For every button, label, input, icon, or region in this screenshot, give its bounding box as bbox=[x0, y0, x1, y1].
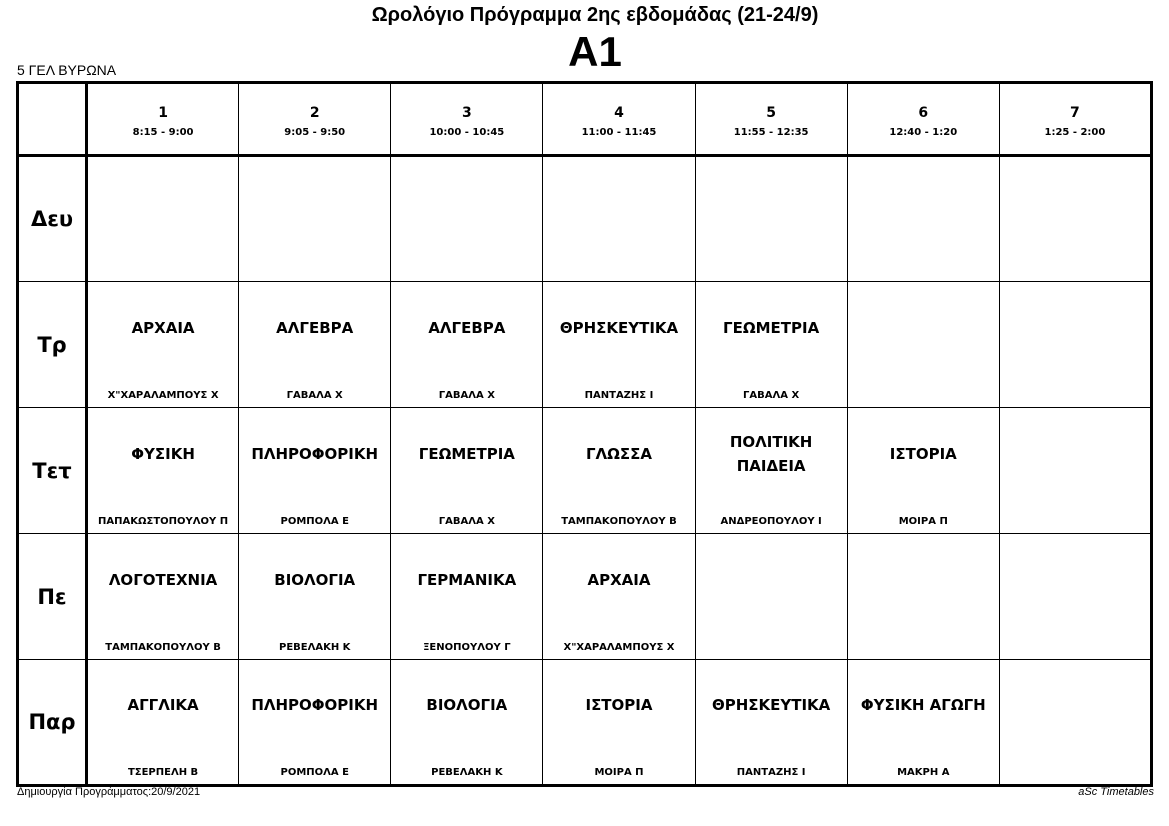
day-row bbox=[18, 282, 1152, 408]
teacher-name: ΜΟΙΡΑ Π bbox=[594, 767, 644, 778]
period-header bbox=[695, 83, 847, 156]
subject-name bbox=[1000, 408, 1150, 499]
teacher-name: ΡΟΜΠΟΛΑ Ε bbox=[280, 516, 349, 527]
period-time: 8:15 - 9:00 bbox=[132, 126, 194, 138]
timetable-cell bbox=[999, 282, 1151, 408]
subject-name: ΙΣΤΟΡΙΑ bbox=[585, 696, 653, 714]
day-row bbox=[18, 408, 1152, 534]
day-row bbox=[18, 156, 1152, 282]
timetable-cell bbox=[543, 156, 695, 282]
teacher-name: ΜΟΙΡΑ Π bbox=[898, 516, 948, 527]
timetable-cell bbox=[391, 408, 543, 534]
page-title: Ωρολόγιο Πρόγραμμα 2ης εβδομάδας (21-24/9) bbox=[371, 4, 819, 26]
timetable-cell bbox=[847, 282, 999, 408]
subject-name: ΦΥΣΙΚΗ bbox=[131, 444, 195, 463]
day-row bbox=[18, 534, 1152, 660]
timetable-cell bbox=[239, 282, 391, 408]
subject-name: ΠΛΗΡΟΦΟΡΙΚΗ bbox=[251, 444, 379, 463]
subject-name: ΘΡΗΣΚΕΥΤΙΚΑ bbox=[559, 318, 679, 337]
subject-name bbox=[696, 157, 847, 247]
period-number: 3 bbox=[461, 104, 472, 121]
subject-name bbox=[543, 157, 694, 247]
timetable-cell bbox=[87, 534, 239, 660]
subject-name: ΑΓΓΛΙΚΑ bbox=[127, 696, 199, 714]
subject-name: ΛΟΓΟΤΕΧΝΙΑ bbox=[108, 570, 218, 589]
period-header bbox=[999, 83, 1151, 156]
period-number: 7 bbox=[1070, 104, 1080, 121]
day-label: Παρ bbox=[28, 710, 76, 734]
period-number: 2 bbox=[309, 104, 320, 121]
subject-name: ΑΡΧΑΙΑ bbox=[131, 318, 195, 337]
period-header bbox=[543, 83, 695, 156]
subject-name: ΓΕΩΜΕΤΡΙΑ bbox=[723, 318, 820, 337]
subject-name: ΠΟΛΙΤΙΚΗ ΠΑΙΔΕΙΑ bbox=[729, 432, 813, 475]
subject-name bbox=[696, 534, 847, 625]
teacher-name: ΓΑΒΑΛΑ Χ bbox=[743, 390, 800, 401]
timetable-cell bbox=[543, 660, 695, 786]
teacher-name: ΑΝΔΡΕΟΠΟΥΛΟΥ Ι bbox=[720, 516, 822, 527]
timetable-cell bbox=[695, 156, 847, 282]
timetable-cell bbox=[87, 282, 239, 408]
subject-name bbox=[1000, 157, 1150, 247]
period-time: 10:00 - 10:45 bbox=[429, 126, 505, 138]
day-row bbox=[18, 660, 1152, 786]
period-header bbox=[391, 83, 543, 156]
creation-date: Δημιουργία Προγράμματος:20/9/2021 bbox=[17, 786, 201, 798]
subject-name bbox=[1000, 534, 1150, 625]
timetable-cell bbox=[695, 408, 847, 534]
timetable-cell bbox=[695, 534, 847, 660]
period-header bbox=[847, 83, 999, 156]
subject-name bbox=[1000, 282, 1150, 373]
subject-name: ΘΡΗΣΚΕΥΤΙΚΑ bbox=[711, 696, 831, 714]
timetable-cell bbox=[87, 156, 239, 282]
day-label: Δευ bbox=[30, 207, 74, 231]
timetable-cell bbox=[239, 534, 391, 660]
corner-cell bbox=[18, 83, 87, 156]
day-label-cell bbox=[18, 156, 87, 282]
subject-name: ΓΕΩΜΕΤΡΙΑ bbox=[418, 444, 515, 463]
timetable-cell bbox=[543, 408, 695, 534]
day-label-cell bbox=[18, 660, 87, 786]
timetable-cell bbox=[239, 156, 391, 282]
period-time: 9:05 - 9:50 bbox=[284, 126, 346, 138]
teacher-name: ΠΑΝΤΑΖΗΣ Ι bbox=[584, 390, 654, 401]
timetable-cell bbox=[543, 534, 695, 660]
timetable-cell bbox=[695, 282, 847, 408]
timetable-cell bbox=[999, 408, 1151, 534]
timetable-cell bbox=[847, 408, 999, 534]
timetable-cell bbox=[847, 534, 999, 660]
day-label-cell bbox=[18, 534, 87, 660]
period-time: 11:00 - 11:45 bbox=[581, 126, 657, 138]
subject-name: ΑΛΓΕΒΡΑ bbox=[276, 318, 354, 337]
day-label-cell bbox=[18, 408, 87, 534]
generator-credit: aSc Timetables bbox=[1078, 786, 1154, 798]
subject-name: ΑΛΓΕΒΡΑ bbox=[428, 318, 506, 337]
teacher-name: ΜΑΚΡΗ Α bbox=[897, 767, 950, 778]
timetable-cell bbox=[999, 156, 1151, 282]
period-header bbox=[239, 83, 391, 156]
teacher-name: ΡΕΒΕΛΑΚΗ Κ bbox=[278, 642, 351, 653]
timetable-cell bbox=[87, 660, 239, 786]
teacher-name: ΤΑΜΠΑΚΟΠΟΥΛΟΥ Β bbox=[105, 642, 221, 653]
day-label: Τετ bbox=[32, 458, 72, 483]
school-name: 5 ΓΕΛ ΒΥΡΩΝΑ bbox=[17, 62, 117, 78]
day-label-cell bbox=[18, 282, 87, 408]
subject-name: ΓΕΡΜΑΝΙΚΑ bbox=[417, 570, 517, 589]
day-label: Πε bbox=[37, 584, 67, 609]
period-time: 11:55 - 12:35 bbox=[733, 126, 809, 138]
subject-name: ΒΙΟΛΟΓΙΑ bbox=[426, 696, 508, 714]
subject-name bbox=[848, 157, 999, 247]
subject-name bbox=[848, 534, 999, 625]
subject-name: ΑΡΧΑΙΑ bbox=[587, 570, 651, 589]
subject-name bbox=[391, 157, 542, 247]
teacher-name: ΡΕΒΕΛΑΚΗ Κ bbox=[431, 767, 503, 778]
teacher-name: ΓΑΒΑΛΑ Χ bbox=[438, 516, 495, 527]
timetable-cell bbox=[391, 534, 543, 660]
timetable-cell bbox=[999, 660, 1151, 786]
class-name: A1 bbox=[568, 28, 622, 75]
teacher-name: Χ"ΧΑΡΑΛΑΜΠΟΥΣ Χ bbox=[563, 642, 675, 653]
timetable-cell bbox=[239, 660, 391, 786]
timetable-cell bbox=[391, 156, 543, 282]
teacher-name: ΓΑΒΑΛΑ Χ bbox=[438, 390, 495, 401]
teacher-name: ΠΑΝΤΑΖΗΣ Ι bbox=[736, 767, 806, 778]
period-number: 5 bbox=[766, 104, 776, 121]
timetable bbox=[16, 81, 1153, 787]
teacher-name: ΞΕΝΟΠΟΥΛΟΥ Γ bbox=[423, 642, 511, 653]
subject-name: ΠΛΗΡΟΦΟΡΙΚΗ bbox=[251, 696, 379, 714]
teacher-name: ΠΑΠΑΚΩΣΤΟΠΟΥΛΟΥ Π bbox=[98, 516, 229, 527]
timetable-cell bbox=[999, 534, 1151, 660]
period-header-row bbox=[18, 83, 1152, 156]
timetable-cell bbox=[391, 660, 543, 786]
timetable-cell bbox=[847, 156, 999, 282]
subject-name: ΙΣΤΟΡΙΑ bbox=[889, 444, 957, 463]
teacher-name: ΡΟΜΠΟΛΑ Ε bbox=[280, 767, 349, 778]
timetable-cell bbox=[695, 660, 847, 786]
timetable-cell bbox=[87, 408, 239, 534]
subject-name bbox=[88, 157, 238, 247]
period-time: 1:25 - 2:00 bbox=[1044, 126, 1106, 138]
timetable-cell bbox=[391, 282, 543, 408]
period-number: 4 bbox=[614, 104, 624, 121]
teacher-name: ΓΑΒΑΛΑ Χ bbox=[286, 390, 343, 401]
timetable-cell bbox=[543, 282, 695, 408]
period-time: 12:40 - 1:20 bbox=[889, 126, 958, 138]
subject-name: ΓΛΩΣΣΑ bbox=[585, 444, 652, 463]
subject-name bbox=[239, 157, 390, 247]
period-number: 6 bbox=[918, 104, 929, 121]
teacher-name: Χ"ΧΑΡΑΛΑΜΠΟΥΣ Χ bbox=[107, 390, 219, 401]
timetable-cell bbox=[847, 660, 999, 786]
period-header bbox=[87, 83, 239, 156]
subject-name: ΒΙΟΛΟΓΙΑ bbox=[274, 570, 356, 589]
teacher-name: ΤΑΜΠΑΚΟΠΟΥΛΟΥ Β bbox=[561, 516, 677, 527]
subject-name: ΦΥΣΙΚΗ ΑΓΩΓΗ bbox=[860, 696, 986, 714]
subject-name bbox=[1000, 660, 1150, 750]
period-number: 1 bbox=[158, 104, 168, 121]
timetable-cell bbox=[239, 408, 391, 534]
subject-name bbox=[848, 282, 999, 373]
day-label: Τρ bbox=[37, 332, 67, 357]
teacher-name: ΤΣΕΡΠΕΛΗ Β bbox=[127, 767, 199, 778]
